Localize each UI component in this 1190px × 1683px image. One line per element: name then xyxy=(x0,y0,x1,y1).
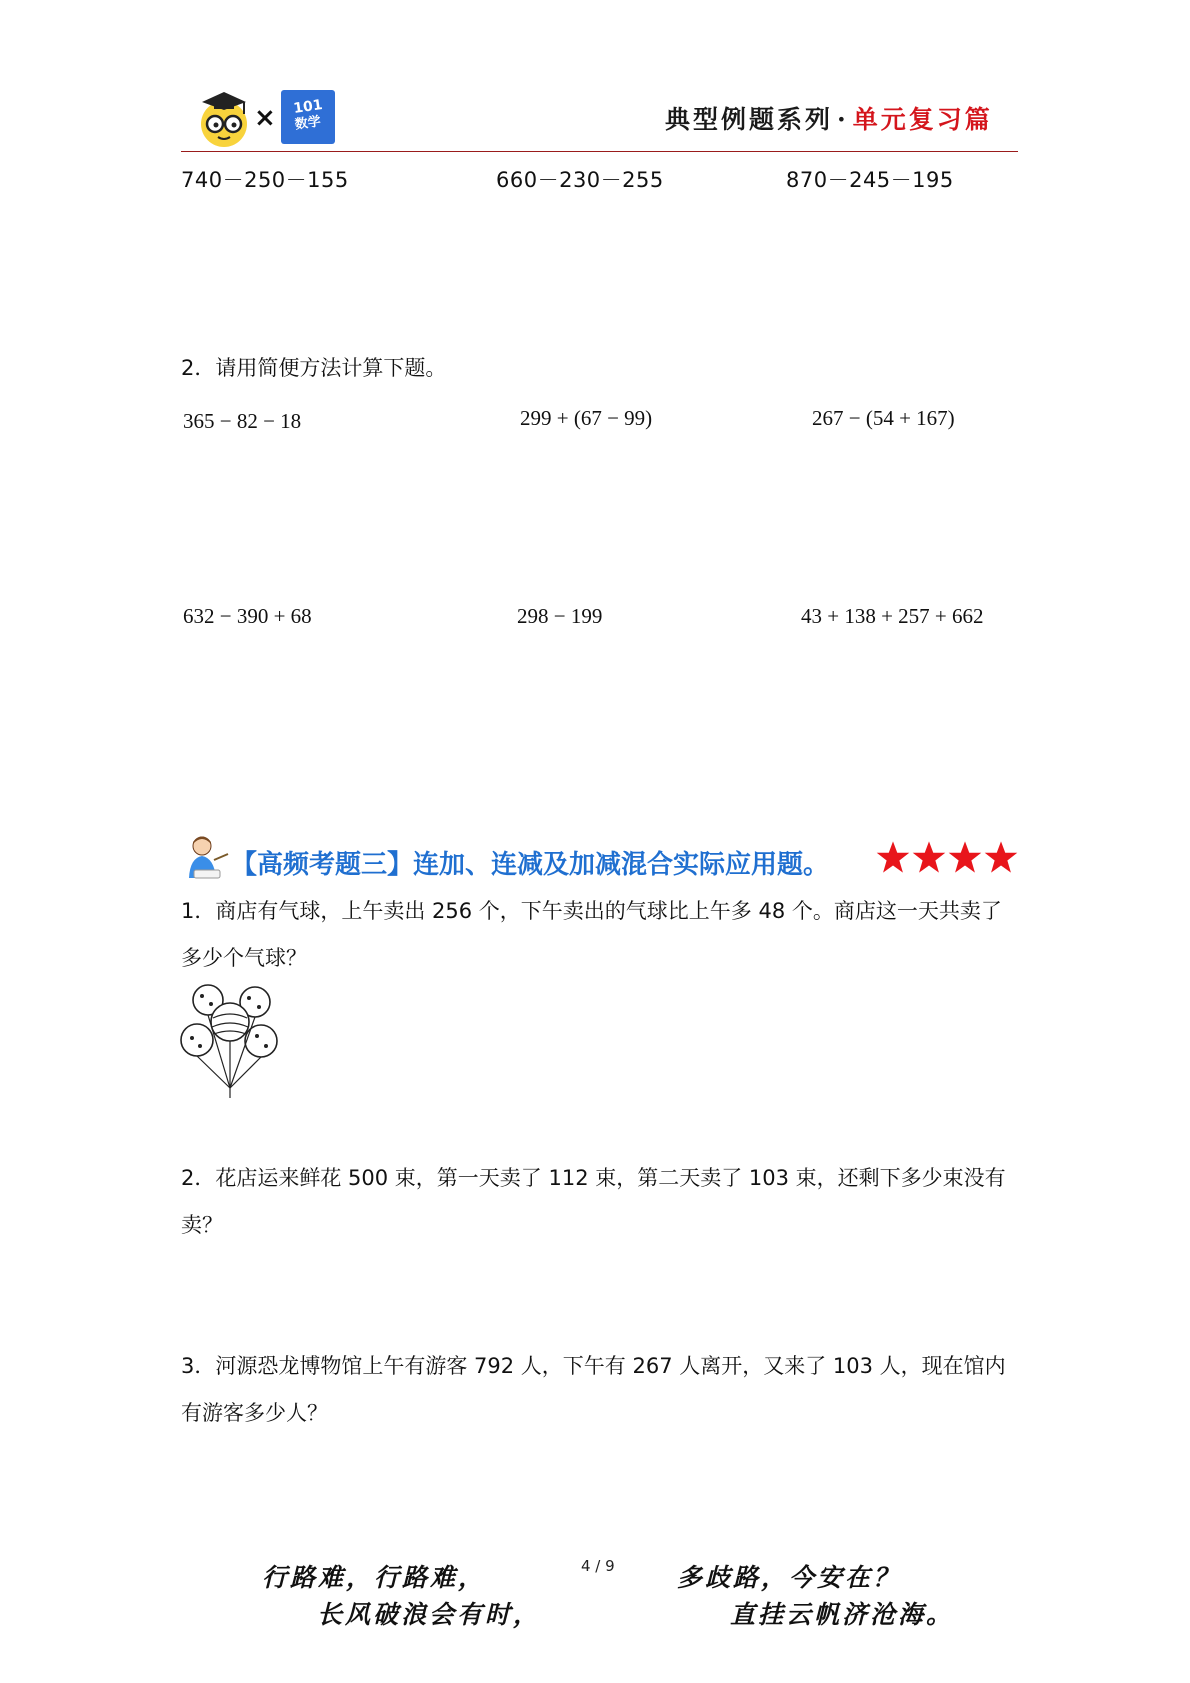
student-icon xyxy=(184,834,232,882)
question-2-title: 2．请用简便方法计算下题。 xyxy=(181,356,447,380)
expression-r2-3: 43 + 138 + 257 + 662 xyxy=(801,604,984,628)
problem-2: 2．花店运来鲜花 500 束，第一天卖了 112 束，第二天卖了 103 束，还剩下多少束没有卖？ xyxy=(181,1166,1006,1237)
star-icon xyxy=(912,840,946,874)
expression-row0-2: 660－230－255 xyxy=(496,168,664,192)
header-divider xyxy=(181,151,1018,152)
mascot-logo-icon xyxy=(196,88,252,148)
balloons-icon xyxy=(178,982,282,1100)
expression-r1-2: 299 + (67 − 99) xyxy=(520,406,653,430)
series-title-red: 单元复习篇 xyxy=(852,105,993,134)
series-title-dot: · xyxy=(837,105,849,134)
series-title xyxy=(665,100,993,136)
page-number: 4 / 9 xyxy=(581,1557,615,1575)
poem-line-left-1: 行路难，行路难， xyxy=(262,1563,487,1592)
poem-line-right-2: 直挂云帆济沧海。 xyxy=(730,1600,955,1629)
expression-row0-1: 740－250－155 xyxy=(181,168,349,192)
expression-r1-3: 267 − (54 + 167) xyxy=(812,406,955,430)
section-3-title: 【高频考题三】连加、连减及加减混合实际应用题。 xyxy=(231,850,830,880)
problem-3: 3．河源恐龙博物馆上午有游客 792 人，下午有 267 人离开，又来了 103 人，现在馆内有游客多少人？ xyxy=(181,1354,1006,1425)
times-symbol: × xyxy=(254,103,276,133)
star-icon xyxy=(876,840,910,874)
expression-row0-3: 870－245－195 xyxy=(786,168,954,192)
logo-text: 数学 xyxy=(293,114,322,133)
problem-1: 1．商店有气球，上午卖出 256 个，下午卖出的气球比上午多 48 个。商店这一天共卖了多少个气球？ xyxy=(181,899,1002,970)
star-icon xyxy=(948,840,982,874)
logo-number: 101 xyxy=(292,97,324,117)
difficulty-stars xyxy=(876,840,1018,874)
expression-r2-2: 298 − 199 xyxy=(517,604,603,628)
poem-line-right-1: 多歧路，今安在？ xyxy=(677,1563,902,1592)
star-icon xyxy=(984,840,1018,874)
expression-r1-1: 365 − 82 − 18 xyxy=(183,409,302,433)
series-title-black: 典型例题系列 xyxy=(665,105,834,134)
expression-r2-1: 632 − 390 + 68 xyxy=(183,604,312,628)
math-101-logo xyxy=(281,90,335,144)
poem-line-left-2: 长风破浪会有时， xyxy=(317,1600,542,1629)
